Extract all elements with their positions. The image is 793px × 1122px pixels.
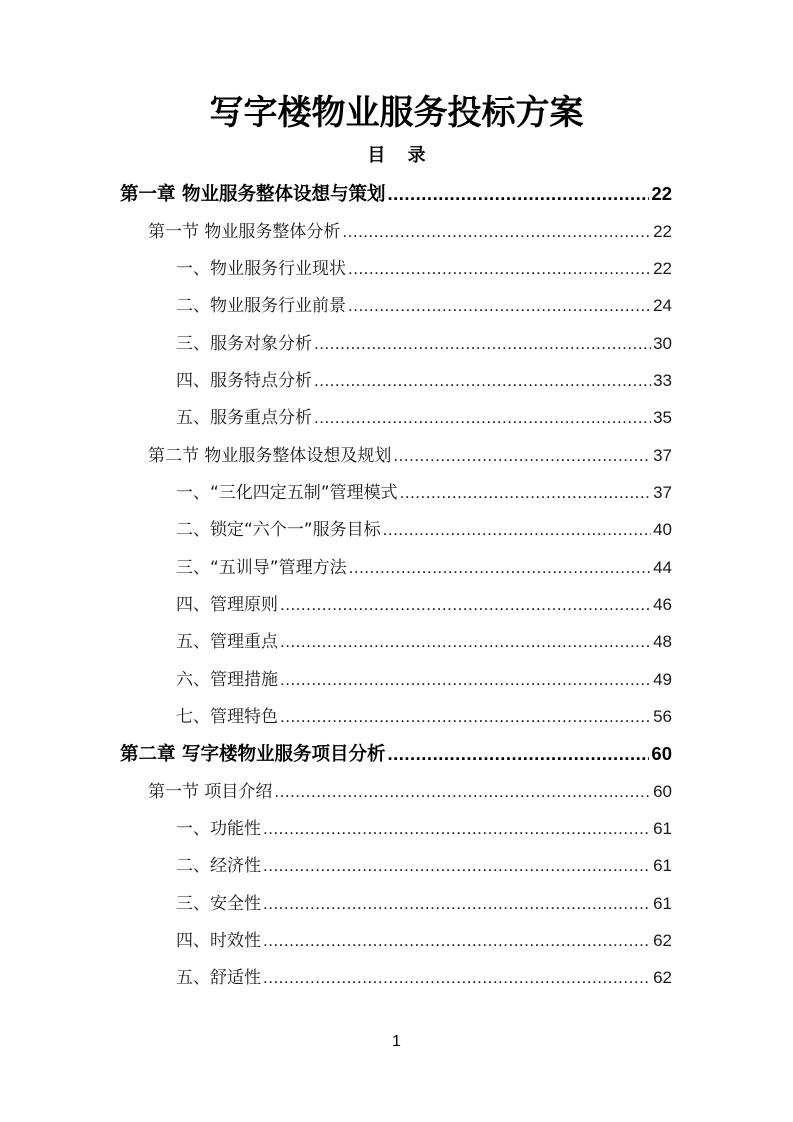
toc-entry-page: 60 [653,782,672,801]
toc-entry-subsection[interactable] [176,478,672,508]
toc-entry-label: 第二节 物业服务整体设想及规划 [148,446,392,466]
toc-entry-label: 第一章 物业服务整体设想与策划 [120,184,386,205]
toc-entry-subsection[interactable] [176,627,672,657]
toc-entry-page: 22 [653,259,672,278]
toc-entry-subsection[interactable] [176,366,672,396]
toc-entry-page: 35 [653,408,672,427]
toc-dot-leader [342,223,651,240]
toc-entry-subsection[interactable] [176,553,672,583]
toc-entry-page: 46 [653,595,672,614]
toc-entry-label: 三、“五训导”管理方法 [176,558,347,578]
page-number: 1 [392,1033,401,1050]
toc-entry-subsection[interactable] [176,590,672,620]
toc-entry-subsection[interactable] [176,702,672,732]
toc-entry-subsection[interactable] [176,851,672,881]
toc-entry-label: 五、管理重点 [176,632,278,652]
toc-dot-leader [348,260,651,277]
toc-entry-label: 四、时效性 [176,931,261,951]
toc-entry-label: 六、管理措施 [176,670,278,690]
toc-entry-page: 60 [651,743,672,764]
toc-entry-label: 七、管理特色 [176,707,278,727]
toc-entry-subsection[interactable] [176,291,672,321]
toc-entry-chapter-1[interactable] [120,179,672,209]
toc-entry-label: 一、物业服务行业现状 [176,259,346,279]
toc-entry-subsection[interactable] [176,403,672,433]
toc-dot-leader [280,596,651,613]
toc-entry-subsection[interactable] [176,515,672,545]
toc-entry-label: 三、服务对象分析 [176,334,312,354]
toc-entry-label: 第一节 物业服务整体分析 [148,222,341,242]
toc-entry-label: 二、物业服务行业前景 [176,296,346,316]
toc-entry-page: 48 [653,632,672,651]
toc-entry-label: 第一节 项目介绍 [148,782,273,802]
toc-entry-label: 三、安全性 [176,894,261,914]
toc-dot-leader [349,559,651,576]
toc-entry-subsection[interactable] [176,926,672,956]
toc-entry-subsection[interactable] [176,889,672,919]
toc-entry-section[interactable] [148,217,672,247]
toc-entry-label: 五、舒适性 [176,968,261,988]
toc-entry-page: 33 [653,371,672,390]
toc-entry-page: 62 [653,931,672,950]
toc-entry-page: 22 [653,222,672,241]
toc-entry-page: 61 [653,856,672,875]
toc-entry-page: 37 [653,483,672,502]
toc-dot-leader [314,372,651,389]
toc-dot-leader [387,745,649,764]
toc-dot-leader [263,895,651,912]
toc-entry-subsection[interactable] [176,814,672,844]
toc-dot-leader [263,820,651,837]
toc-dot-leader [280,633,651,650]
toc-dot-leader [263,932,651,949]
toc-entry-page: 61 [653,819,672,838]
toc-entry-page: 56 [653,707,672,726]
toc-dot-leader [383,521,651,538]
toc-entry-label: 五、服务重点分析 [176,408,312,428]
toc-entry-label: 四、管理原则 [176,595,278,615]
toc-entry-page: 61 [653,894,672,913]
toc-dot-leader [314,335,651,352]
toc-heading: 目 录 [367,145,434,166]
toc-entry-subsection[interactable] [176,254,672,284]
toc-entry-label: 二、锁定“六个一”服务目标 [176,520,381,540]
toc-dot-leader [314,409,651,426]
toc-entry-subsection[interactable] [176,665,672,695]
toc-dot-leader [387,185,649,204]
toc-entry-page: 22 [651,183,672,204]
toc-entry-page: 62 [653,968,672,987]
toc-dot-leader [280,708,651,725]
toc-entry-subsection[interactable] [176,329,672,359]
toc-dot-leader [400,484,651,501]
toc-entry-section[interactable] [148,777,672,807]
toc-entry-page: 24 [653,296,672,315]
toc-entry-page: 37 [653,446,672,465]
toc-dot-leader [348,297,651,314]
toc-entry-page: 30 [653,334,672,353]
toc-entry-page: 44 [653,558,672,577]
toc-entry-label: 一、功能性 [176,819,261,839]
toc-entry-page: 49 [653,670,672,689]
toc-entry-label: 一、“三化四定五制”管理模式 [176,483,398,503]
toc-dot-leader [263,857,651,874]
toc-dot-leader [263,969,651,986]
toc-entry-chapter-2[interactable] [120,739,672,769]
toc-entry-section[interactable] [148,441,672,471]
toc-dot-leader [280,671,651,688]
toc-entry-label: 第二章 写字楼物业服务项目分析 [120,744,386,765]
document-title: 写字楼物业服务投标方案 [209,93,584,133]
toc-entry-page: 40 [653,520,672,539]
toc-entry-label: 四、服务特点分析 [176,371,312,391]
toc-entry-subsection[interactable] [176,963,672,993]
toc-entry-label: 二、经济性 [176,856,261,876]
toc-dot-leader [393,447,651,464]
toc-dot-leader [274,783,651,800]
